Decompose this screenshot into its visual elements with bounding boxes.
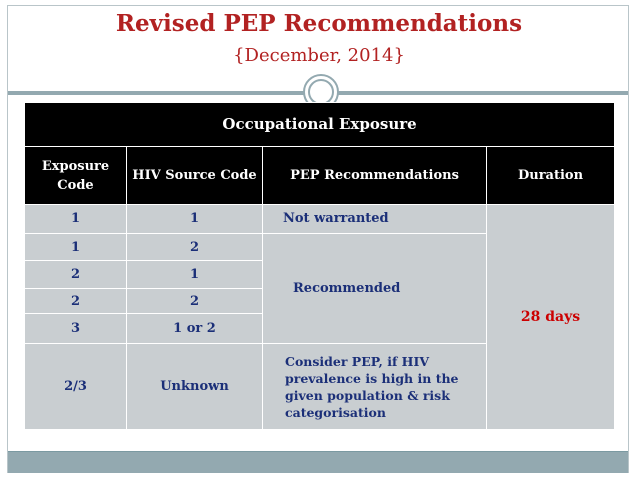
duration-cell: 28 days (487, 205, 615, 430)
table-caption: Occupational Exposure (25, 103, 615, 147)
exposure-code-cell: 3 (25, 314, 127, 344)
hiv-source-cell: Unknown (127, 344, 263, 430)
pep-table (24, 102, 615, 430)
table-row (25, 205, 615, 234)
bottom-band (8, 451, 628, 473)
hiv-source-cell: 2 (127, 233, 263, 261)
hiv-source-cell: 1 (127, 205, 263, 234)
pep-cell-not-warranted: Not warranted (263, 205, 487, 234)
pep-cell-recommended: Recommended (263, 233, 487, 343)
header-exposure-code: Exposure Code (25, 146, 127, 204)
hiv-source-cell: 2 (127, 288, 263, 314)
hiv-source-cell: 1 or 2 (127, 314, 263, 344)
pep-table-container (24, 102, 614, 430)
exposure-code-cell: 2 (25, 261, 127, 289)
exposure-code-cell: 1 (25, 233, 127, 261)
pep-cell-consider: Consider PEP, if HIV prevalence is high in the given population & risk categorisation (263, 344, 487, 430)
header-duration: Duration (487, 146, 615, 204)
slide-title: Revised PEP Recommendations (115, 10, 523, 37)
header-pep-recommendations: PEP Recommendations (263, 146, 487, 204)
slide-subtitle: {December, 2014} (233, 45, 405, 66)
exposure-code-cell: 2/3 (25, 344, 127, 430)
hiv-source-cell: 1 (127, 261, 263, 289)
exposure-code-cell: 2 (25, 288, 127, 314)
exposure-code-cell: 1 (25, 205, 127, 234)
header-hiv-source-code: HIV Source Code (127, 146, 263, 204)
